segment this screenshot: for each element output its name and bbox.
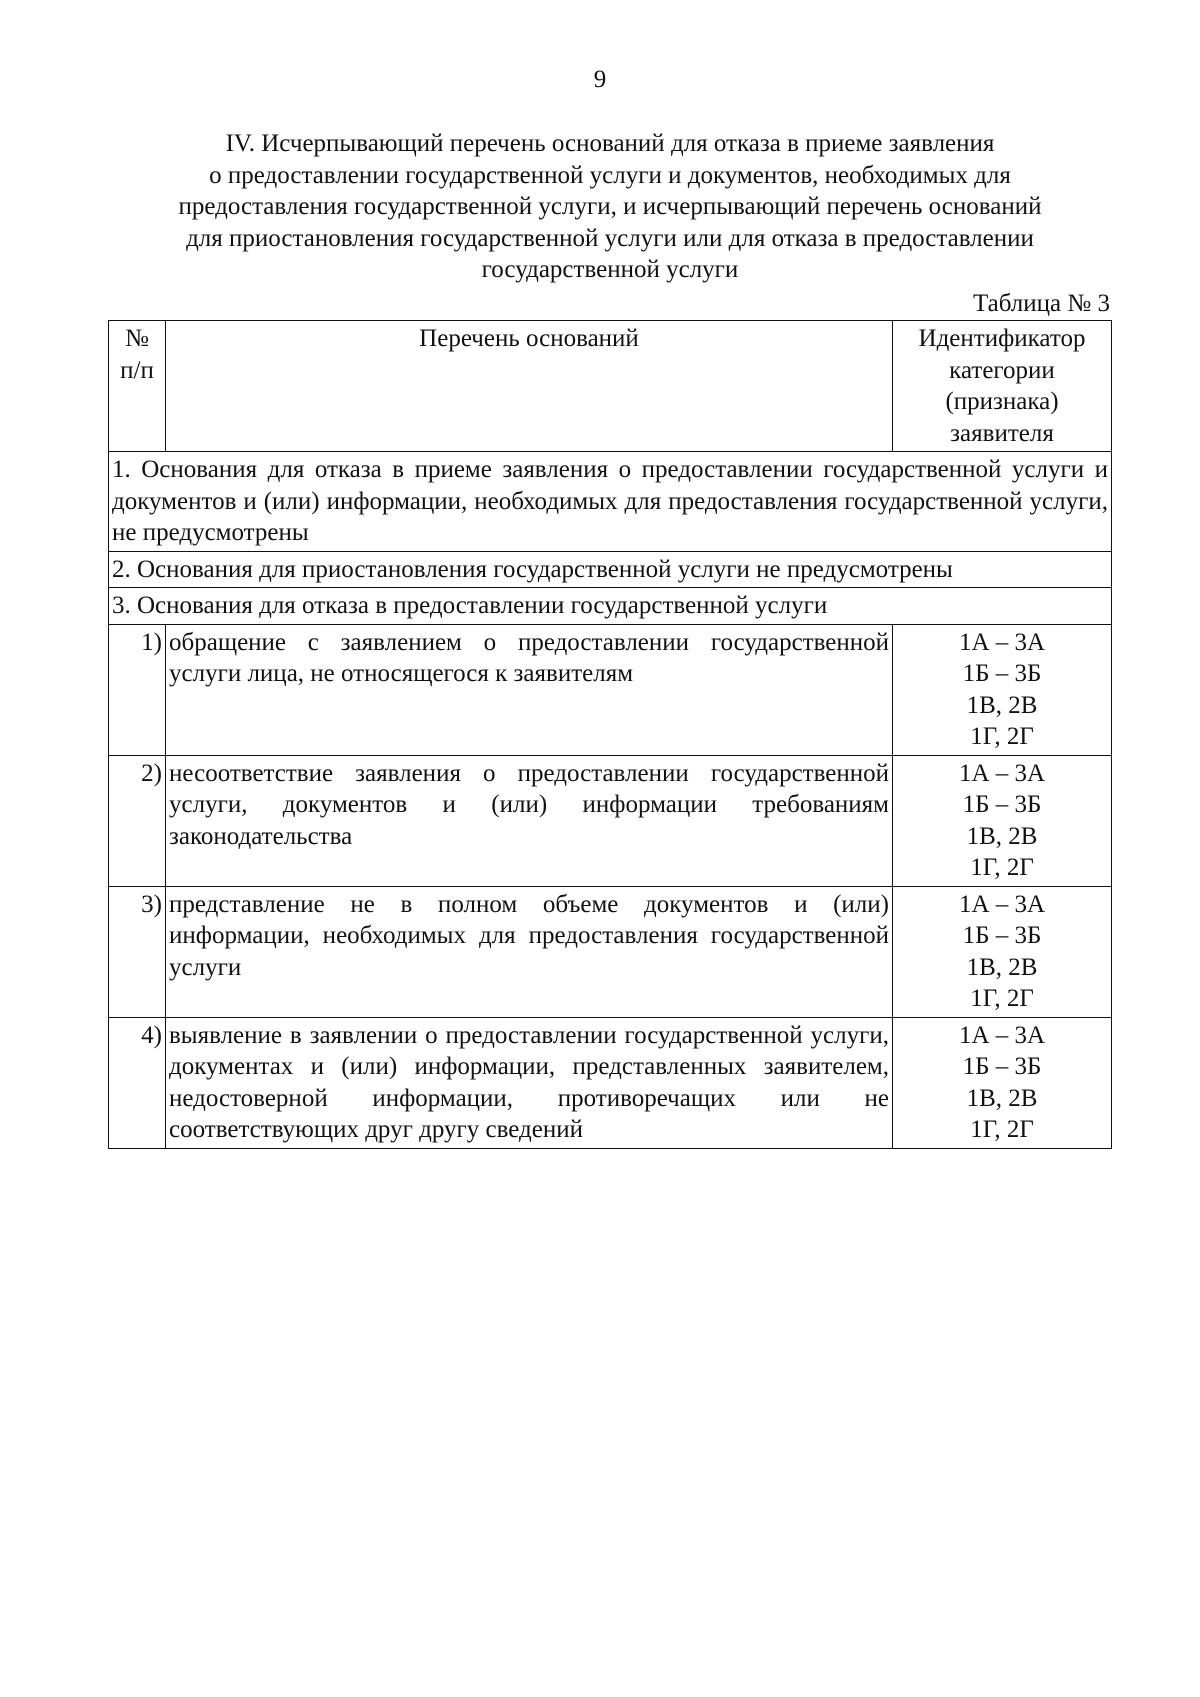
- grounds-table: [108, 320, 1112, 1149]
- row-text: обращение с заявлением о предоставлении государственной услуги лица, не относящегося к заявителям: [166, 624, 893, 755]
- header-identifier: [893, 321, 1112, 452]
- table-row: [109, 886, 1112, 1017]
- identifier-line: 1А – 3А: [958, 890, 1046, 918]
- page-number: 9: [593, 66, 607, 93]
- row-number: 1): [109, 624, 166, 755]
- section-row: [109, 551, 1112, 588]
- header-identifier-line: (признака): [945, 388, 1059, 415]
- table-row: [109, 624, 1112, 755]
- row-text: несоответствие заявления о предоставлении государственной услуги, документов и (или) информации требованиям законодательства: [166, 755, 893, 886]
- table-row: [109, 755, 1112, 886]
- section-row: [109, 452, 1112, 552]
- section-title-line: государственной услуги: [481, 256, 739, 283]
- identifier-line: 1Г, 2Г: [970, 1116, 1034, 1143]
- section-row: [109, 588, 1112, 625]
- identifier-line: 1В, 2В: [966, 691, 1038, 719]
- section-heading-2: 2. Основания для приостановления государственной услуги не предусмотрены: [109, 551, 1112, 588]
- table-row: [109, 1017, 1112, 1148]
- section-title-line: IV. Исчерпывающий перечень оснований для отказа в приеме заявления: [225, 130, 995, 157]
- identifier-line: 1А – 3А: [958, 1021, 1046, 1049]
- header-number: [109, 321, 166, 452]
- row-number: 2): [109, 755, 166, 886]
- identifier-line: 1Б – 3Б: [962, 660, 1042, 687]
- header-number-line: №: [125, 325, 149, 352]
- section-title-line: для приостановления государственной услуги или для отказа в предоставлении: [186, 224, 1034, 252]
- section-heading-1: 1. Основания для отказа в приеме заявления о предоставлении государственной услуги и документов и (или) информации, необходимых для предоставления государственной услуги, не предусмотрены: [109, 452, 1112, 552]
- identifier-line: 1Г, 2Г: [970, 854, 1034, 881]
- identifier-line: 1А – 3А: [958, 759, 1046, 787]
- section-heading-3: 3. Основания для отказа в предоставлении государственной услуги: [109, 588, 1112, 625]
- header-identifier-line: категории: [949, 356, 1055, 384]
- header-number-line: п/п: [120, 356, 154, 384]
- section-title-line: предоставления государственной услуги, и исчерпывающий перечень оснований: [178, 193, 1042, 220]
- identifier-line: 1В, 2В: [966, 1084, 1038, 1112]
- row-identifiers: [893, 755, 1112, 886]
- row-number: 3): [109, 886, 166, 1017]
- row-identifiers: [893, 1017, 1112, 1148]
- identifier-line: 1В, 2В: [966, 822, 1038, 850]
- row-identifiers: [893, 624, 1112, 755]
- row-text: представление не в полном объеме документов и (или) информации, необходимых для предоставления государственной услуги: [166, 886, 893, 1017]
- row-identifiers: [893, 886, 1112, 1017]
- identifier-line: 1Б – 3Б: [962, 1053, 1042, 1080]
- identifier-line: 1Б – 3Б: [962, 922, 1042, 949]
- section-title: [110, 128, 1110, 286]
- header-identifier-line: заявителя: [950, 419, 1054, 447]
- row-text: выявление в заявлении о предоставлении государственной услуги, документах и (или) информации, представленных заявителем, недостоверной информации, противоречащих или не соответствующих друг другу сведений: [166, 1017, 893, 1148]
- table-caption: Таблица № 3: [972, 290, 1110, 317]
- identifier-line: 1В, 2В: [966, 953, 1038, 981]
- identifier-line: 1Б – 3Б: [962, 791, 1042, 818]
- identifier-line: 1Г, 2Г: [970, 723, 1034, 750]
- header-identifier-line: Идентификатор: [918, 325, 1086, 352]
- table-header-row: [109, 321, 1112, 452]
- identifier-line: 1А – 3А: [958, 628, 1046, 656]
- header-grounds: Перечень оснований: [166, 321, 893, 452]
- identifier-line: 1Г, 2Г: [970, 985, 1034, 1012]
- row-number: 4): [109, 1017, 166, 1148]
- section-title-line: о предоставлении государственной услуги и документов, необходимых для: [209, 161, 1011, 189]
